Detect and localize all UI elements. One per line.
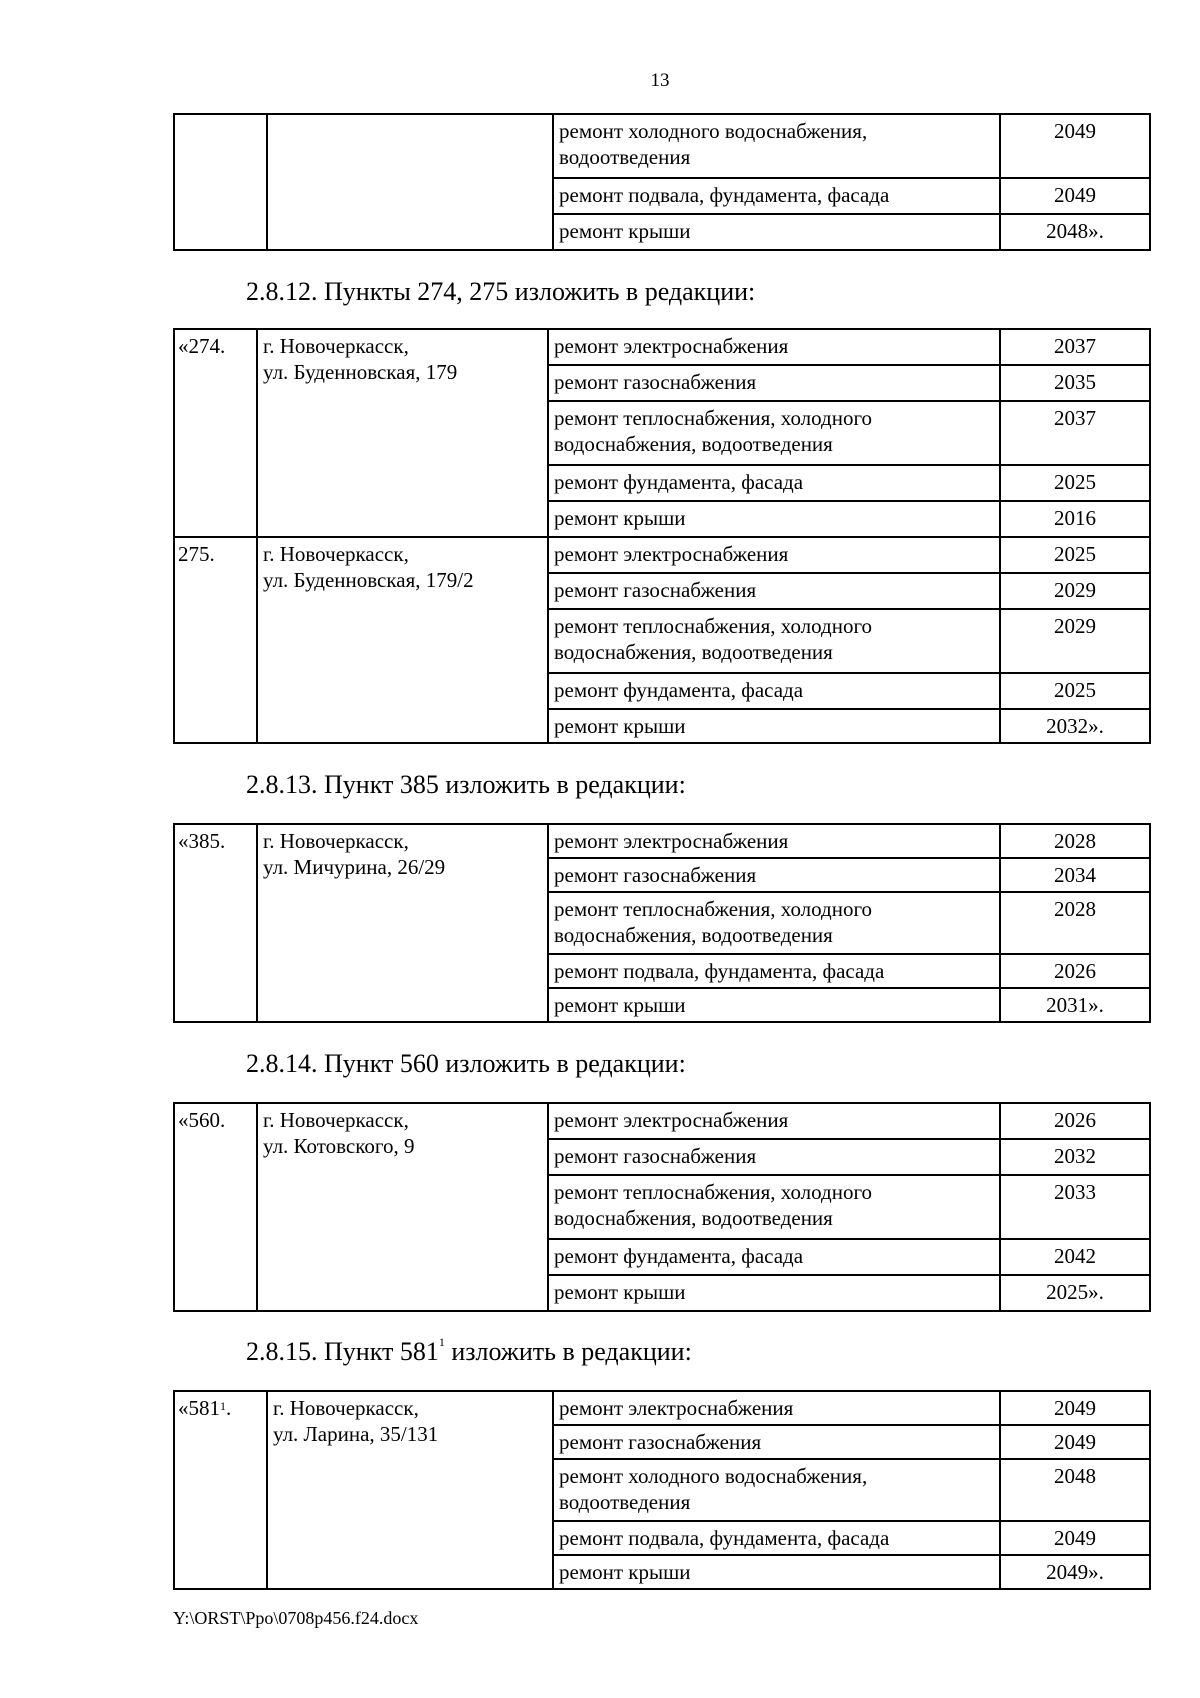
year-cell: 2035 — [1000, 365, 1150, 401]
work-cell: ремонт газоснабжения — [548, 1139, 1000, 1175]
number-cell: 275. — [174, 537, 257, 743]
year-cell: 2032». — [1000, 709, 1150, 743]
table-385 — [173, 823, 1151, 1023]
work-cell: ремонт электроснабжения — [553, 1391, 1000, 1425]
address-cell — [257, 824, 548, 1022]
file-path-footer: Y:\ORST\Ppo\0708p456.f24.docx — [173, 1608, 419, 1628]
table-row — [174, 537, 1150, 573]
year-cell: 2032 — [1000, 1139, 1150, 1175]
year-cell: 2016 — [1000, 501, 1150, 537]
year-cell: 2028 — [1000, 892, 1150, 954]
table-row — [174, 114, 1150, 178]
address-city: г. Новочеркасск, — [263, 542, 409, 566]
work-cell: ремонт газоснабжения — [548, 858, 1000, 892]
work-cell: ремонт газоснабжения — [548, 365, 1000, 401]
year-cell: 2025 — [1000, 537, 1150, 573]
number-cell: «385. — [174, 824, 257, 1022]
address-street: ул. Мичурина, 26/29 — [263, 855, 446, 879]
address-cell — [257, 1103, 548, 1311]
address-street: ул. Буденновская, 179/2 — [263, 568, 474, 592]
number-cell: «274. — [174, 329, 257, 537]
address-street: ул. Ларина, 35/131 — [273, 1422, 439, 1446]
year-cell: 2026 — [1000, 954, 1150, 988]
address-city: г. Новочеркасск, — [273, 1396, 419, 1420]
number-cell — [174, 114, 267, 250]
work-cell: ремонт холодного водоснабжения, водоотведения — [553, 114, 1000, 178]
work-cell: ремонт крыши — [548, 1275, 1000, 1311]
work-cell: ремонт газоснабжения — [548, 573, 1000, 609]
paragraph-2-8-15 — [246, 1337, 692, 1367]
number-cell: «560. — [174, 1103, 257, 1311]
work-cell: ремонт подвала, фундамента, фасада — [548, 954, 1000, 988]
year-cell: 2049». — [1000, 1555, 1150, 1589]
year-cell: 2037 — [1000, 329, 1150, 365]
work-cell: ремонт крыши — [548, 709, 1000, 743]
year-cell: 2049 — [1000, 114, 1150, 178]
work-cell: ремонт электроснабжения — [548, 824, 1000, 858]
work-cell: ремонт крыши — [553, 214, 1000, 250]
year-cell: 2025 — [1000, 673, 1150, 709]
address-cell — [267, 1391, 553, 1589]
address-city: г. Новочеркасск, — [263, 1108, 409, 1132]
work-cell: ремонт фундамента, фасада — [548, 1239, 1000, 1275]
year-cell: 2049 — [1000, 1391, 1150, 1425]
item-number-dot: . — [226, 1396, 232, 1420]
work-cell: ремонт теплоснабжения, холодного водоснабжения, водоотведения — [548, 609, 1000, 673]
work-cell: ремонт теплоснабжения, холодного водоснабжения, водоотведения — [548, 1175, 1000, 1239]
year-cell: 2049 — [1000, 1425, 1150, 1459]
work-cell: ремонт электроснабжения — [548, 537, 1000, 573]
year-cell: 2031». — [1000, 988, 1150, 1022]
work-cell: ремонт холодного водоснабжения, водоотведения — [553, 1459, 1000, 1521]
table-274-275 — [173, 328, 1151, 744]
work-cell: ремонт крыши — [548, 988, 1000, 1022]
page-number: 13 — [650, 70, 670, 91]
table-row — [174, 824, 1150, 858]
year-cell: 2028 — [1000, 824, 1150, 858]
year-cell: 2049 — [1000, 1521, 1150, 1555]
work-cell: ремонт теплоснабжения, холодного водоснабжения, водоотведения — [548, 401, 1000, 465]
year-cell: 2049 — [1000, 178, 1150, 214]
work-cell: ремонт электроснабжения — [548, 329, 1000, 365]
work-cell: ремонт крыши — [548, 501, 1000, 537]
paragraph-2-8-14: 2.8.14. Пункт 560 изложить в редакции: — [246, 1049, 686, 1078]
paragraph-text-start: 2.8.15. Пункт 581 — [246, 1337, 439, 1366]
work-cell: ремонт крыши — [553, 1555, 1000, 1589]
paragraph-2-8-12: 2.8.12. Пункты 274, 275 изложить в редакции: — [246, 277, 756, 306]
table-row — [174, 1103, 1150, 1139]
address-cell — [257, 329, 548, 537]
table-continuation — [173, 113, 1151, 251]
year-cell: 2042 — [1000, 1239, 1150, 1275]
year-cell: 2034 — [1000, 858, 1150, 892]
address-cell — [257, 537, 548, 743]
work-cell: ремонт электроснабжения — [548, 1103, 1000, 1139]
item-number: «581 — [178, 1396, 220, 1420]
paragraph-text-end: изложить в редакции: — [444, 1337, 692, 1366]
table-581-1 — [173, 1390, 1151, 1590]
address-city: г. Новочеркасск, — [263, 829, 409, 853]
year-cell: 2048». — [1000, 214, 1150, 250]
address-street: ул. Буденновская, 179 — [263, 360, 458, 384]
work-cell: ремонт фундамента, фасада — [548, 673, 1000, 709]
address-city: г. Новочеркасск, — [263, 334, 409, 358]
table-560 — [173, 1102, 1151, 1312]
work-cell: ремонт фундамента, фасада — [548, 465, 1000, 501]
year-cell: 2029 — [1000, 609, 1150, 673]
address-cell — [267, 114, 553, 250]
address-street: ул. Котовского, 9 — [263, 1134, 415, 1158]
table-row — [174, 1391, 1150, 1425]
superscript: 1 — [220, 1399, 226, 1413]
year-cell: 2033 — [1000, 1175, 1150, 1239]
year-cell: 2037 — [1000, 401, 1150, 465]
work-cell: ремонт подвала, фундамента, фасада — [553, 178, 1000, 214]
number-cell — [174, 1391, 267, 1589]
superscript: 1 — [438, 1335, 445, 1349]
year-cell: 2048 — [1000, 1459, 1150, 1521]
year-cell: 2025 — [1000, 465, 1150, 501]
year-cell: 2025». — [1000, 1275, 1150, 1311]
work-cell: ремонт подвала, фундамента, фасада — [553, 1521, 1000, 1555]
year-cell: 2026 — [1000, 1103, 1150, 1139]
year-cell: 2029 — [1000, 573, 1150, 609]
table-row — [174, 329, 1150, 365]
paragraph-2-8-13: 2.8.13. Пункт 385 изложить в редакции: — [246, 770, 686, 799]
work-cell: ремонт газоснабжения — [553, 1425, 1000, 1459]
work-cell: ремонт теплоснабжения, холодного водоснабжения, водоотведения — [548, 892, 1000, 954]
